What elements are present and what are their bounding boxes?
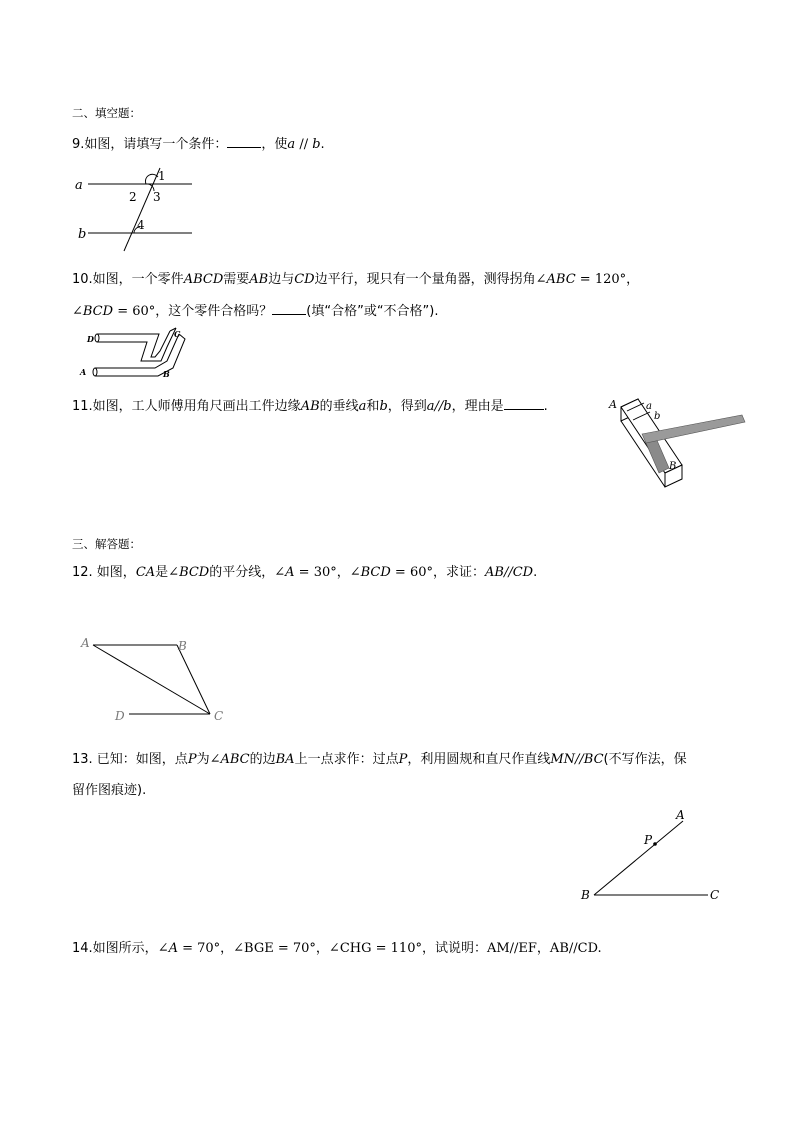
question-10-line-1: 10.如图，一个零件ABCD需要AB边与CD边平行，现只有一个量角器，测得拐角∠ABC = 120°， (72, 272, 640, 287)
q9-parallel-lines-figure (72, 165, 202, 255)
q11-square-ruler-figure (606, 393, 746, 495)
label-C: C (174, 329, 181, 339)
label-angle-1: 1 (158, 169, 166, 183)
label-b: b (654, 411, 661, 422)
question-14: 14.如图所示，∠A = 70°，∠BGE = 70°，∠CHG = 110°，试说明：AM//EF，AB//CD. (72, 941, 602, 956)
question-13-line-1: 13. 已知：如图，点P为∠ABC的边BA上一点求作：过点P，利用圆规和直尺作直线MN//BC(不写作法，保 (72, 752, 687, 767)
question-13-line-2: 留作图痕迹). (72, 783, 147, 798)
section-title-fill-blank: 二、填空题： (72, 106, 141, 120)
answer-blank-10[interactable] (272, 301, 306, 315)
question-11: 11.如图，工人师傅用角尺画出工件边缘AB的垂线a和b，得到a//b，理由是 . (72, 396, 548, 416)
answer-blank-11[interactable] (504, 396, 544, 410)
question-12: 12. 如图，CA是∠BCD的平分线，∠A = 30°，∠BCD = 60°，求证：AB//CD. (72, 565, 538, 580)
label-B: B (669, 461, 677, 472)
answer-blank-9[interactable] (227, 134, 261, 148)
label-a: a (646, 401, 652, 412)
q13-angle-figure (575, 805, 725, 905)
q12-triangle-figure (75, 632, 235, 726)
label-P: P (644, 833, 653, 847)
label-C: C (214, 709, 224, 723)
label-B: B (178, 639, 187, 653)
question-10-line-2: ∠BCD = 60°，这个零件合格吗？ (填“合格”或“不合格”). (72, 301, 439, 321)
label-A: A (676, 808, 685, 822)
label-angle-3: 3 (153, 190, 161, 204)
label-B: B (581, 888, 590, 902)
question-9: 9.如图，请填写一个条件： ，使a // b. (72, 134, 325, 154)
label-b: b (78, 227, 87, 242)
label-a: a (75, 178, 83, 193)
point-P (653, 842, 657, 846)
q10-part-figure (75, 325, 190, 383)
label-D: D (87, 334, 94, 344)
label-angle-4: 4 (137, 218, 145, 232)
label-A: A (80, 367, 87, 377)
transversal (124, 168, 160, 251)
angle-arc-1 (145, 174, 158, 184)
label-C: C (710, 888, 720, 902)
label-A: A (81, 636, 90, 650)
label-A: A (609, 398, 617, 411)
label-angle-2: 2 (129, 190, 137, 204)
label-B: B (163, 369, 170, 379)
label-D: D (115, 709, 125, 723)
section-title-solve: 三、解答题： (72, 537, 141, 551)
